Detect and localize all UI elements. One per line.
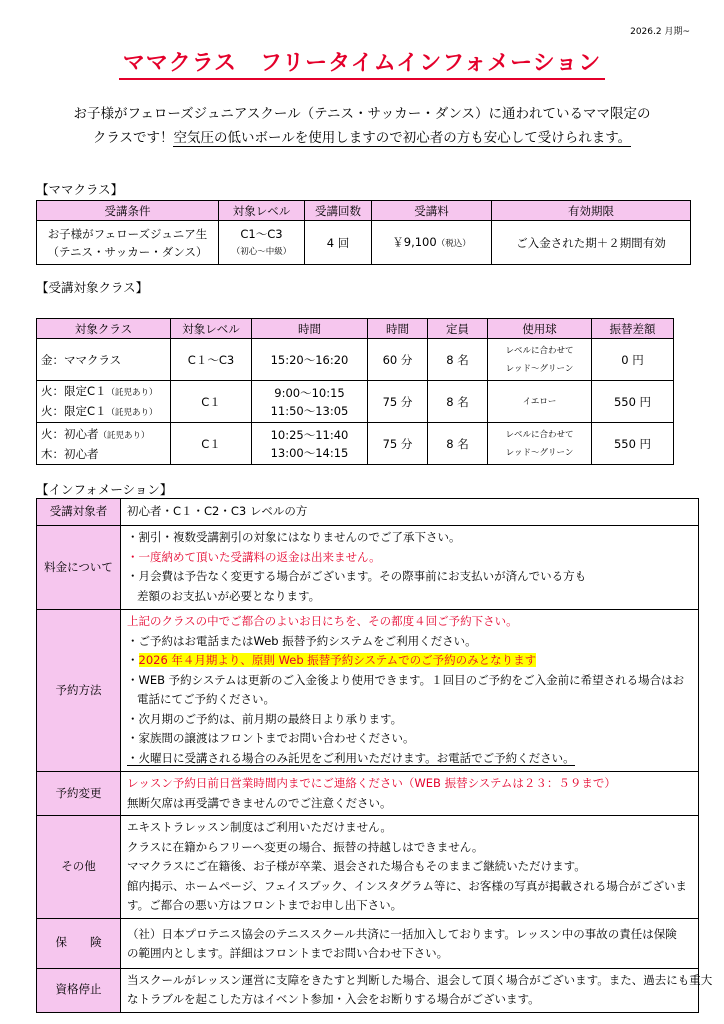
class-diff: 550 円 <box>592 423 674 465</box>
col-class: 対象クラス <box>37 319 171 339</box>
level-cell: C1～C3 （初心～中級） <box>219 221 305 265</box>
change-notes: レッスン予約日前日営業時間内までにご連絡ください（WEB 振替システムは２３：５９まで） 無断欠席は再受講できませんのでご注意ください。 <box>121 772 699 816</box>
col-count: 受講回数 <box>305 201 372 221</box>
class-capacity: 8 名 <box>428 339 488 381</box>
col-diff: 振替差額 <box>592 319 674 339</box>
class-duration: 75 分 <box>368 381 428 423</box>
info-table <box>36 498 713 1013</box>
class-diff: 550 円 <box>592 381 674 423</box>
col-time: 時間 <box>252 319 368 339</box>
table-row <box>37 381 674 423</box>
class-duration: 75 分 <box>368 423 428 465</box>
fee-label: 料金について <box>37 526 121 610</box>
class-level: C１ <box>171 381 252 423</box>
target-label: 受講対象者 <box>37 499 121 526</box>
mama-class-heading: 【ママクラス】 <box>36 182 124 197</box>
insurance-notes: （社）日本プロテニス協会のテニススクール共済に一括加入しております。レッスン中の事故の責任は保険 の範囲内とします。詳細はフロントまでお問い合わせ下さい。 <box>121 918 699 968</box>
expiry-cell: ご入金された期＋２期間有効 <box>492 221 691 265</box>
class-time: 9:00～10:15 11:50～13:05 <box>252 381 368 423</box>
class-time: 15:20～16:20 <box>252 339 368 381</box>
other-notes: エキストラレッスン制度はご利用いただけません。 クラスに在籍からフリーへ変更の場合、振替の持越しはできません。 ママクラスにご在籍後、お子様が卒業、退会された場合もそのままご継続いただけます。 館内掲示、ホームページ、フェイスブック、インスタグラム等に、お客様の写真が掲載される場合がございま す。ご都合の悪い方はフロントまでお申し出下さい。 <box>121 816 699 919</box>
target-value: 初心者・C１・C2・C3 レベルの方 <box>121 499 699 526</box>
class-name: 火：初心者（託児あり） 木：初心者 <box>37 423 171 465</box>
class-level: C１ <box>171 423 252 465</box>
col-level: 対象レベル <box>171 319 252 339</box>
col-duration: 時間 <box>368 319 428 339</box>
intro-text: お子様がフェローズジュニアスクール（テニス・サッカー・ダンス）に通われているママ限定の クラスです！空気圧の低いボールを使用しますので初心者の方も安心して受けられます。 <box>73 106 651 146</box>
class-duration: 60 分 <box>368 339 428 381</box>
count-cell: 4 回 <box>305 221 372 265</box>
class-diff: 0 円 <box>592 339 674 381</box>
change-label: 予約変更 <box>37 772 121 816</box>
class-level: C１～C3 <box>171 339 252 381</box>
class-ball: レベルに合わせて レッド～グリーン <box>488 339 592 381</box>
class-name: 火：限定C１（託児あり） 火：限定C１（託児あり） <box>37 381 171 423</box>
fee-notes: ・割引・複数受講割引の対象にはなりませんのでご了承下さい。 ・一度納めて頂いた受講料の返金は出来ません。 ・月会費は予告なく変更する場合がございます。その際事前にお支払いが済んでいる方も 差額のお支払いが必要となります。 <box>121 526 699 610</box>
condition-cell: お子様がフェローズジュニア生 （テニス・サッカー・ダンス） <box>37 221 219 265</box>
other-label: その他 <box>37 816 121 919</box>
col-level: 対象レベル <box>219 201 305 221</box>
class-list-heading: 【受講対象クラス】 <box>36 280 149 295</box>
col-ball: 使用球 <box>488 319 592 339</box>
col-capacity: 定員 <box>428 319 488 339</box>
suspension-label: 資格停止 <box>37 968 121 1012</box>
mama-class-table <box>36 200 691 265</box>
class-time: 10:25～11:40 13:00～14:15 <box>252 423 368 465</box>
fee-cell: ￥9,100（税込） <box>372 221 492 265</box>
class-ball: レベルに合わせて レッド～グリーン <box>488 423 592 465</box>
reservation-label: 予約方法 <box>37 610 121 772</box>
info-heading: 【インフォメーション】 <box>36 482 173 497</box>
class-table <box>36 318 674 465</box>
table-row <box>37 339 674 381</box>
col-expiry: 有効期限 <box>492 201 691 221</box>
issue-date: 2026.2 月期~ <box>630 27 690 37</box>
class-capacity: 8 名 <box>428 423 488 465</box>
page-title: ママクラス フリータイムインフォメーション <box>0 46 724 77</box>
insurance-label: 保 険 <box>37 918 121 968</box>
reservation-notes: 上記のクラスの中でご都合のよいお日にちを、その都度４回ご予約下さい。 ・ご予約はお電話またはWeb 振替予約システムをご利用ください。 ・2026 年４月期より、原則 Web 振替予約システムでのご予約のみとなります ・WEB 予約システムは更新のご入金後より使用できます。１回目のご予約をご入金前に希望される場合はお 電話にてご予約ください。 ・次月期のご予約は、前月期の最終日より承ります。 ・家族間の譲渡はフロントまでお問い合わせください。 ・火曜日に受講される場合のみ託児をご利用いただけます。お電話でご予約ください。 <box>121 610 699 772</box>
col-fee: 受講料 <box>372 201 492 221</box>
table-row <box>37 423 674 465</box>
col-condition: 受講条件 <box>37 201 219 221</box>
suspension-notes: 当スクールがレッスン運営に支障をきたすと判断した場合、退会して頂く場合がございます。また、過去にも重大 なトラブルを起こした方はイベント参加・入会をお断りする場合がございます。 <box>121 968 699 1012</box>
class-capacity: 8 名 <box>428 381 488 423</box>
class-name: 金：ママクラス <box>37 339 171 381</box>
class-ball: イエロー <box>488 381 592 423</box>
